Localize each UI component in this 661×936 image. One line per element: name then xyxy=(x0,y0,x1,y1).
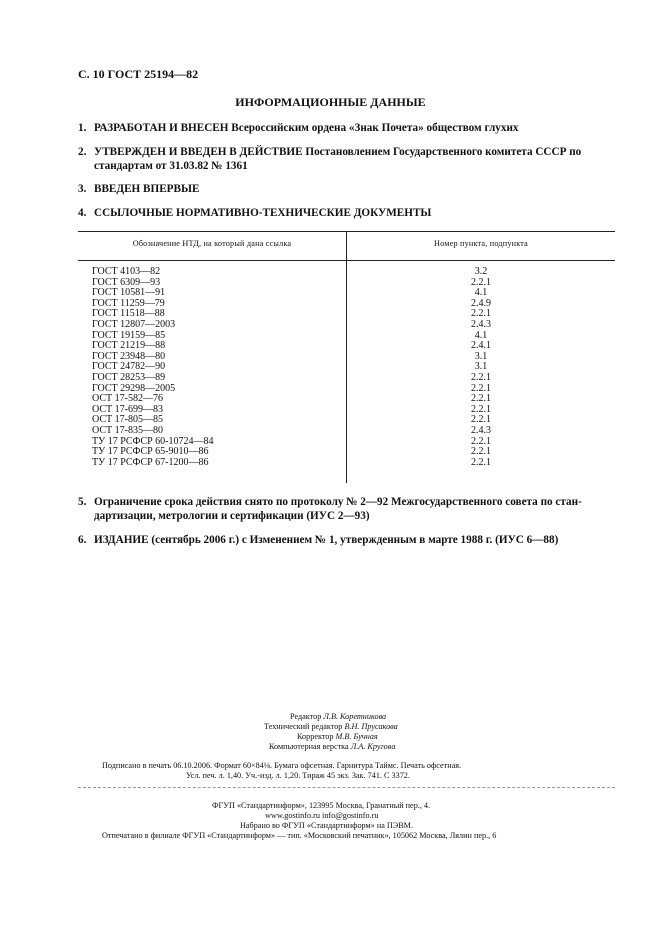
table-row xyxy=(78,267,615,278)
page-header: С. 10 ГОСТ 25194—82 xyxy=(78,67,199,81)
table-row xyxy=(78,426,615,437)
item-number: 3.1 xyxy=(474,350,488,362)
item-number: 3.1 xyxy=(474,361,488,373)
document-designation: ГОСТ 28253—89 xyxy=(92,371,166,383)
section-1 xyxy=(78,121,618,135)
section-6 xyxy=(78,533,618,547)
editor-credit xyxy=(290,712,386,722)
tech-editor-credit xyxy=(264,722,398,732)
document-designation: ГОСТ 24782—90 xyxy=(92,361,166,373)
print-details-line1: Подписано в печать 06.10.2006. Формат 60×84⅛. Бумага офсетная. Гарнитура Таймс. Печать офсетная. xyxy=(102,761,462,770)
section-number: 4. xyxy=(78,207,87,219)
item-number: 2.4.3 xyxy=(471,424,491,436)
section-heading: ССЫЛОЧНЫЕ НОРМАТИВНО-ТЕХНИЧЕСКИЕ ДОКУМЕНТЫ xyxy=(94,207,432,219)
section-4 xyxy=(78,206,618,220)
item-number: 2.2.1 xyxy=(471,435,491,447)
publisher-address: ФГУП «Стандартинформ», 123995 Москва, Гранатный пер., 4. xyxy=(212,801,431,810)
document-designation: ТУ 17 РСФСР 60-10724—84 xyxy=(92,435,214,447)
section-number: 3. xyxy=(78,183,87,195)
document-designation: ГОСТ 23948—80 xyxy=(92,350,166,362)
column-header-item: Номер пункта, подпункта xyxy=(434,239,528,248)
reference-documents-table xyxy=(78,231,615,483)
item-number: 2.4.3 xyxy=(471,318,491,330)
section-text: Всероссийским ордена «Знак Почета» обществом глухих xyxy=(228,122,519,134)
document-designation: ТУ 17 РСФСР 67-1200—86 xyxy=(92,456,209,468)
document-designation: ГОСТ 6309—93 xyxy=(92,276,161,288)
editor-label: Редактор xyxy=(290,712,322,721)
section-5 xyxy=(78,495,618,523)
section-text: Постановлением Государственного комитета СССР по стандартам от 31.03.82 № 1361 xyxy=(94,146,582,172)
corrector-name: М.В. Бучная xyxy=(335,732,378,741)
layout-name: Л.А. Круговa xyxy=(350,742,396,751)
section-number: 6. xyxy=(78,534,87,546)
document-designation: ОСТ 17-835—80 xyxy=(92,424,163,436)
document-designation: ОСТ 17-805—85 xyxy=(92,414,163,426)
document-designation: ГОСТ 11259—79 xyxy=(92,297,165,309)
table-row xyxy=(78,458,615,469)
item-number: 2.4.9 xyxy=(471,297,491,309)
document-designation: ГОСТ 21219—88 xyxy=(92,340,166,352)
document-designation: ОСТ 17-699—83 xyxy=(92,403,163,415)
item-number: 2.2.1 xyxy=(471,446,491,458)
document-designation: ГОСТ 10581—91 xyxy=(92,287,166,299)
document-designation: ГОСТ 29298—2005 xyxy=(92,382,176,394)
item-number: 4.1 xyxy=(474,329,488,341)
document-designation: ГОСТ 19159—85 xyxy=(92,329,166,341)
document-designation: ГОСТ 4103—82 xyxy=(92,266,161,277)
printing-house: Отпечатано в филиале ФГУП «Стандартинформ» — тип. «Московский печатник», 105062 Москва, Лялин пер., 6 xyxy=(102,831,497,840)
item-number: 3.2 xyxy=(474,266,488,277)
tech-editor-label: Технический редактор xyxy=(264,722,343,731)
section-number: 2. xyxy=(78,146,87,158)
print-details-line2: Усл. печ. л. 1,40. Уч.-изд. л. 1,20. Тираж 45 экз. Зак. 741. С 3372. xyxy=(186,771,410,780)
document-designation: ТУ 17 РСФСР 65-9010—86 xyxy=(92,446,209,458)
item-number: 2.2.1 xyxy=(471,414,491,426)
layout-label: Компьютерная верстка xyxy=(269,742,349,751)
section-3 xyxy=(78,182,618,196)
publisher-web: www.gostinfo.ru info@gostinfo.ru xyxy=(265,811,379,820)
section-heading: УТВЕРЖДЕН И ВВЕДЕН В ДЕЙСТВИЕ xyxy=(94,146,303,158)
item-number: 2.2.1 xyxy=(471,308,491,320)
corrector-label: Корректор xyxy=(297,732,334,741)
item-number: 2.2.1 xyxy=(471,403,491,415)
section-heading: ВВЕДЕН ВПЕРВЫЕ xyxy=(94,183,200,195)
item-number: 2.4.1 xyxy=(471,340,491,352)
item-number: 2.2.1 xyxy=(471,393,491,405)
section-number: 1. xyxy=(78,122,87,134)
typeset-note: Набрано во ФГУП «Стандартинформ» на ПЭВМ. xyxy=(240,821,413,830)
item-number: 2.2.1 xyxy=(471,382,491,394)
editor-name: Л.В. Коретникова xyxy=(323,712,387,721)
imprint-divider xyxy=(78,787,615,788)
section-text: Ограничение срока действия снято по протоколу № 2—92 Межгосударственного совета по стан-дартизации, метрологии и сертификации (ИУС 2—93) xyxy=(94,496,582,522)
document-designation: ОСТ 17-582—76 xyxy=(92,393,163,405)
item-number: 2.2.1 xyxy=(471,276,491,288)
table-body xyxy=(78,267,615,468)
corrector-credit xyxy=(297,732,378,742)
item-number: 4.1 xyxy=(474,287,488,299)
item-number: 2.2.1 xyxy=(471,456,491,468)
table-row xyxy=(78,320,615,331)
section-heading: РАЗРАБОТАН И ВНЕСЕН xyxy=(94,122,229,134)
column-header-document: Обозначение НТД, на который дана ссылка xyxy=(132,239,292,248)
table-row xyxy=(78,373,615,384)
section-2 xyxy=(78,145,618,173)
page-title: ИНФОРМАЦИОННЫЕ ДАННЫЕ xyxy=(235,95,426,109)
document-designation: ГОСТ 12807—2003 xyxy=(92,318,176,330)
item-number: 2.2.1 xyxy=(471,371,491,383)
section-text: ИЗДАНИЕ (сентябрь 2006 г.) с Изменением № 1, утвержденным в марте 1988 г. (ИУС 6—88) xyxy=(94,534,559,546)
document-designation: ГОСТ 11518—88 xyxy=(92,308,165,320)
tech-editor-name: В.Н. Прусакова xyxy=(344,722,398,731)
layout-credit xyxy=(269,742,395,752)
section-number: 5. xyxy=(78,496,87,508)
